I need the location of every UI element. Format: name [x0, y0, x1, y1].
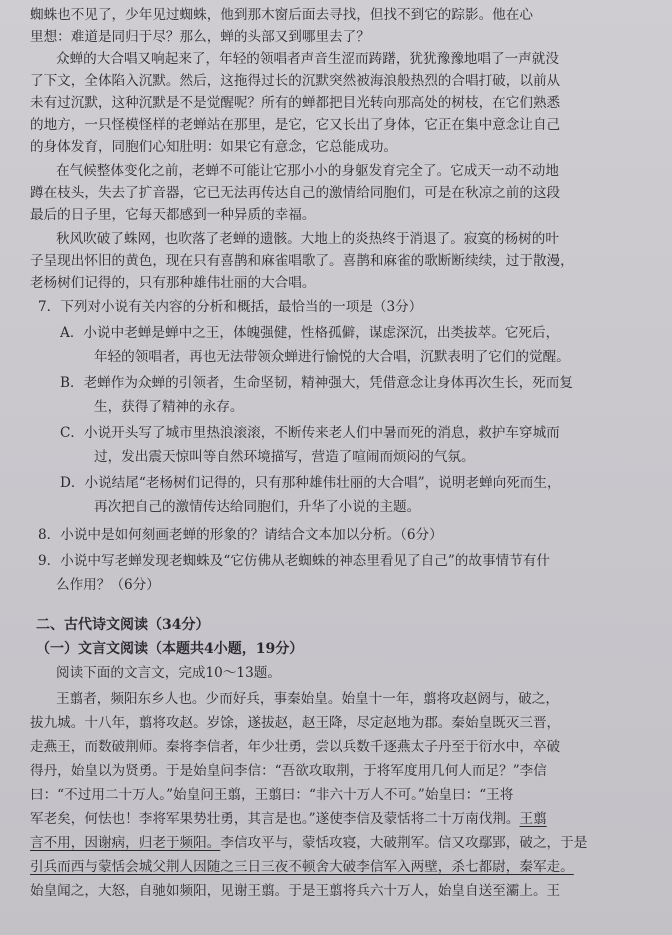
story-line: 蹲在枝头，失去了扩音器，它已无法再传达自己的激情给同胞们，可是在秋凉之前的这段: [30, 185, 561, 201]
passage-line: 走燕王，而数破荆师。秦将李信者，年少壮勇，尝以兵数千逐燕太子丹至于衍水中，卒破: [30, 739, 561, 755]
instruction: 阅读下面的文言文，完成10～13题。: [56, 665, 281, 681]
passage-line: [30, 808, 660, 830]
story-line: 秋风吹破了蛛网，也吹落了老蝉的遗骸。大地上的炎热终于消退了。寂寞的杨树的叶: [56, 231, 559, 247]
option-c-cont: 过，发出震天惊叫等自然环境描写，营造了喧闹而烦闷的气氛。: [94, 449, 475, 465]
story-line: 未有过沉默，这种沉默是不是觉醒呢？所有的蝉都把目光转向那高处的树枝，在它们熟悉: [30, 95, 561, 111]
underlined-text: 言不用，因谢病，归老于频阳。: [30, 835, 221, 851]
passage-text: 王翦者，频阳东乡人也。少而好兵，事秦始皇。始皇十一年，翦将攻赵阏与，破之，: [56, 691, 559, 707]
story-line: 老杨树们记得的，只有那种雄伟壮丽的大合唱。: [30, 275, 316, 291]
option-a-cont: 年轻的领唱者，再也无法带领众蝉进行愉悦的大合唱，沉默表明了它们的觉醒。: [94, 349, 570, 365]
option-b: B．老蝉作为众蝉的引领者，生命坚韧，精神强大，凭借意念让身体再次生长，死而复: [60, 375, 573, 391]
option-b-cont: 生，获得了精神的永存。: [94, 399, 244, 415]
story-line: 在气候整体变化之前，老蝉不可能让它那小小的身躯发育完全了。它成天一动不动地: [56, 163, 559, 179]
section-title: 二、古代诗文阅读（34分）: [36, 617, 210, 633]
story-line: 最后的日子里，它每天都感到一种异质的幸福。: [30, 207, 316, 223]
question-9-cont: 么作用？（6分）: [56, 577, 160, 593]
story-line: 蜘蛛也不见了，少年见过蜘蛛，他到那木窗后面去寻找，但找不到它的踪影。他在心: [30, 7, 533, 23]
passage-line: 拔九城。十八年，翦将攻赵。岁馀，遂拔赵，赵王降，尽定赵地为郡。秦始皇既灭三晋，: [30, 715, 561, 731]
passage-text: 军老矣，何怯也！李将军果势壮勇，其言是也。”遂使李信及蒙恬将二十万南伐荆。: [30, 811, 520, 827]
question-7-stem: 7．下列对小说有关内容的分析和概括，最恰当的一项是（3分）: [38, 299, 423, 315]
question-8: 8．小说中是如何刻画老蝉的形象的？请结合文本加以分析。（6分）: [38, 527, 443, 543]
story-line: 的地方，一只怪模怪样的老蝉站在那里，是它，它又长出了身体，它正在集中意念让自己: [30, 117, 561, 133]
underlined-passage-line: 引兵而西与蒙恬会城父荆人因随之三日三夜不顿舍大破李信军入两壁，杀七都尉，秦军走。: [30, 859, 574, 875]
passage-line: [56, 688, 660, 710]
passage-line: 始皇闻之，大怒，自驰如频阳，见谢王翦。于是王翦将兵六十万人，始皇自送至灞上。王: [30, 883, 561, 899]
passage-line: 曰：“不过用二十万人。”始皇问王翦，王翦曰：“非六十万人不可。”始皇曰：“王将: [30, 787, 514, 803]
option-d: D．小说结尾“老杨树们记得的，只有那种雄伟壮丽的大合唱”，说明老蝉向死而生，: [60, 475, 561, 491]
option-c: C．小说开头写了城市里热浪滚滚，不断传来老人们中暑而死的消息，救护车穿城而: [60, 425, 560, 441]
option-d-cont: 再次把自己的激情传达给同胞们，升华了小说的主题。: [94, 499, 421, 515]
story-line: 了下文，全体陷入沉默。然后，这拖得过长的沉默突然被海浪般热烈的合唱打破，以前从: [30, 73, 561, 89]
passage-text: 李信攻平与，蒙恬攻寝，大破荆军。信又攻鄢郢，破之，于是: [220, 835, 588, 851]
passage-line: [30, 832, 660, 854]
story-line: 子呈现出怀旧的黄色，现在只有喜鹊和麻雀唱歌了。喜鹊和麻雀的歌断断续续，过于散漫，: [30, 253, 574, 269]
subsection-title: （一）文言文阅读（本题共4小题，19分）: [36, 641, 304, 657]
story-line: 的身体发育，同胞们心知肚明：如果它有意念，它总能成功。: [30, 139, 398, 155]
underlined-text: 王翦: [519, 811, 547, 827]
question-9: 9．小说中写老蝉发现老蜘蛛及“它仿佛从老蜘蛛的神态里看见了自己”的故事情节有什: [38, 553, 550, 569]
option-a: A．小说中老蝉是蝉中之王，体魄强健，性格孤僻，谋虑深沉，出类拔萃。它死后，: [60, 325, 560, 341]
passage-line: 得丹，始皇以为贤勇。于是始皇问李信：“吾欲攻取荆，于将军度用几何人而足？”李信: [30, 763, 547, 779]
story-line: 众蝉的大合唱又响起来了，年轻的领唱者声音生涩而踌躇，犹犹豫豫地唱了一声就没: [56, 51, 559, 67]
story-line: 里想：难道是同归于尽？那么，蝉的头部又到哪里去了？: [30, 29, 370, 45]
